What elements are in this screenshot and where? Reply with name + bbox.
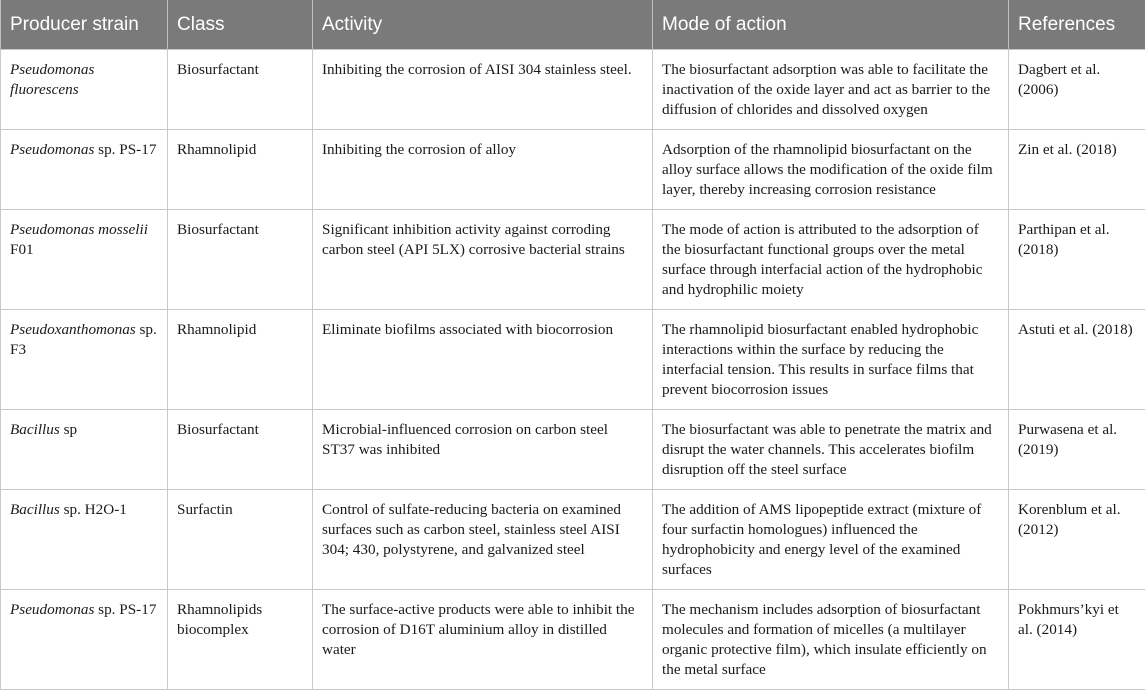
activity-cell: Significant inhibition activity against corroding carbon steel (API 5LX) corrosive bacterial strains (313, 210, 653, 310)
header-mode-of-action: Mode of action (653, 0, 1009, 50)
strain-genus: Pseudomonas mosselii (10, 221, 148, 238)
table-row (1, 210, 1145, 310)
class-cell: Biosurfactant (168, 50, 313, 130)
strain-suffix: sp. PS-17 (94, 601, 157, 618)
producer-strain-cell (1, 410, 168, 490)
table-row (1, 410, 1145, 490)
producer-strain-cell (1, 50, 168, 130)
activity-cell: Control of sulfate-reducing bacteria on examined surfaces such as carbon steel, stainless steel AISI 304; 430, polystyrene, and galvanized steel (313, 490, 653, 590)
producer-strain-cell (1, 310, 168, 410)
activity-cell: Microbial-influenced corrosion on carbon steel ST37 was inhibited (313, 410, 653, 490)
header-class: Class (168, 0, 313, 50)
strain-genus: Bacillus (10, 421, 60, 438)
class-cell: Rhamnolipid (168, 310, 313, 410)
reference-cell: Pokhmurs’kyi et al. (2014) (1009, 590, 1145, 690)
table-header (1, 0, 1145, 50)
header-row (1, 0, 1145, 50)
mode-of-action-cell: The mechanism includes adsorption of biosurfactant molecules and formation of micelles (a multilayer organic protective film), which insulate efficiently on the metal surface (653, 590, 1009, 690)
table-row (1, 590, 1145, 690)
strain-genus: Pseudomonas (10, 141, 95, 158)
producer-strain-cell (1, 490, 168, 590)
producer-strain-cell (1, 130, 168, 210)
mode-of-action-cell: The rhamnolipid biosurfactant enabled hydrophobic interactions within the surface by reducing the interfacial tension. This results in surface films that prevent biocorrosion issues (653, 310, 1009, 410)
reference-cell: Astuti et al. (2018) (1009, 310, 1145, 410)
class-cell: Surfactin (168, 490, 313, 590)
producer-strain-cell (1, 210, 168, 310)
strain-suffix: sp. H2O-1 (59, 501, 127, 518)
strain-suffix: F01 (10, 241, 34, 258)
reference-cell: Purwasena et al. (2019) (1009, 410, 1145, 490)
class-cell: Rhamnolipids biocomplex (168, 590, 313, 690)
table-row (1, 130, 1145, 210)
mode-of-action-cell: The biosurfactant adsorption was able to facilitate the inactivation of the oxide layer and act as barrier to the diffusion of chlorides and dissolved oxygen (653, 50, 1009, 130)
reference-cell: Parthipan et al. (2018) (1009, 210, 1145, 310)
mode-of-action-cell: Adsorption of the rhamnolipid biosurfactant on the alloy surface allows the modification of the oxide film layer, thereby increasing corrosion resistance (653, 130, 1009, 210)
header-references: References (1009, 0, 1145, 50)
reference-cell: Dagbert et al. (2006) (1009, 50, 1145, 130)
class-cell: Biosurfactant (168, 410, 313, 490)
reference-cell: Korenblum et al. (2012) (1009, 490, 1145, 590)
strain-genus: Pseudoxanthomonas (10, 321, 136, 338)
table-row (1, 490, 1145, 590)
class-cell: Rhamnolipid (168, 130, 313, 210)
table-body (1, 50, 1145, 690)
class-cell: Biosurfactant (168, 210, 313, 310)
table-row (1, 50, 1145, 130)
header-producer-strain: Producer strain (1, 0, 168, 50)
activity-cell: Eliminate biofilms associated with biocorrosion (313, 310, 653, 410)
strain-genus: Bacillus (10, 501, 60, 518)
strain-genus: Pseudomonas fluorescens (10, 61, 95, 98)
mode-of-action-cell: The addition of AMS lipopeptide extract (mixture of four surfactin homologues) influenced the hydrophobicity and energy level of the examined surfaces (653, 490, 1009, 590)
producer-strain-cell (1, 590, 168, 690)
reference-cell: Zin et al. (2018) (1009, 130, 1145, 210)
table-row (1, 310, 1145, 410)
strain-suffix: sp. F3 (10, 321, 157, 358)
activity-cell: The surface-active products were able to inhibit the corrosion of D16T aluminium alloy in distilled water (313, 590, 653, 690)
mode-of-action-cell: The mode of action is attributed to the adsorption of the biosurfactant functional groups over the metal surface through interfacial action of the hydrophobic and hydrophilic moiety (653, 210, 1009, 310)
strain-genus: Pseudomonas (10, 601, 95, 618)
header-activity: Activity (313, 0, 653, 50)
activity-cell: Inhibiting the corrosion of AISI 304 stainless steel. (313, 50, 653, 130)
strain-suffix: sp (59, 421, 78, 438)
mode-of-action-cell: The biosurfactant was able to penetrate the matrix and disrupt the water channels. This accelerates biofilm disruption off the steel surface (653, 410, 1009, 490)
strain-suffix: sp. PS-17 (94, 141, 157, 158)
activity-cell: Inhibiting the corrosion of alloy (313, 130, 653, 210)
